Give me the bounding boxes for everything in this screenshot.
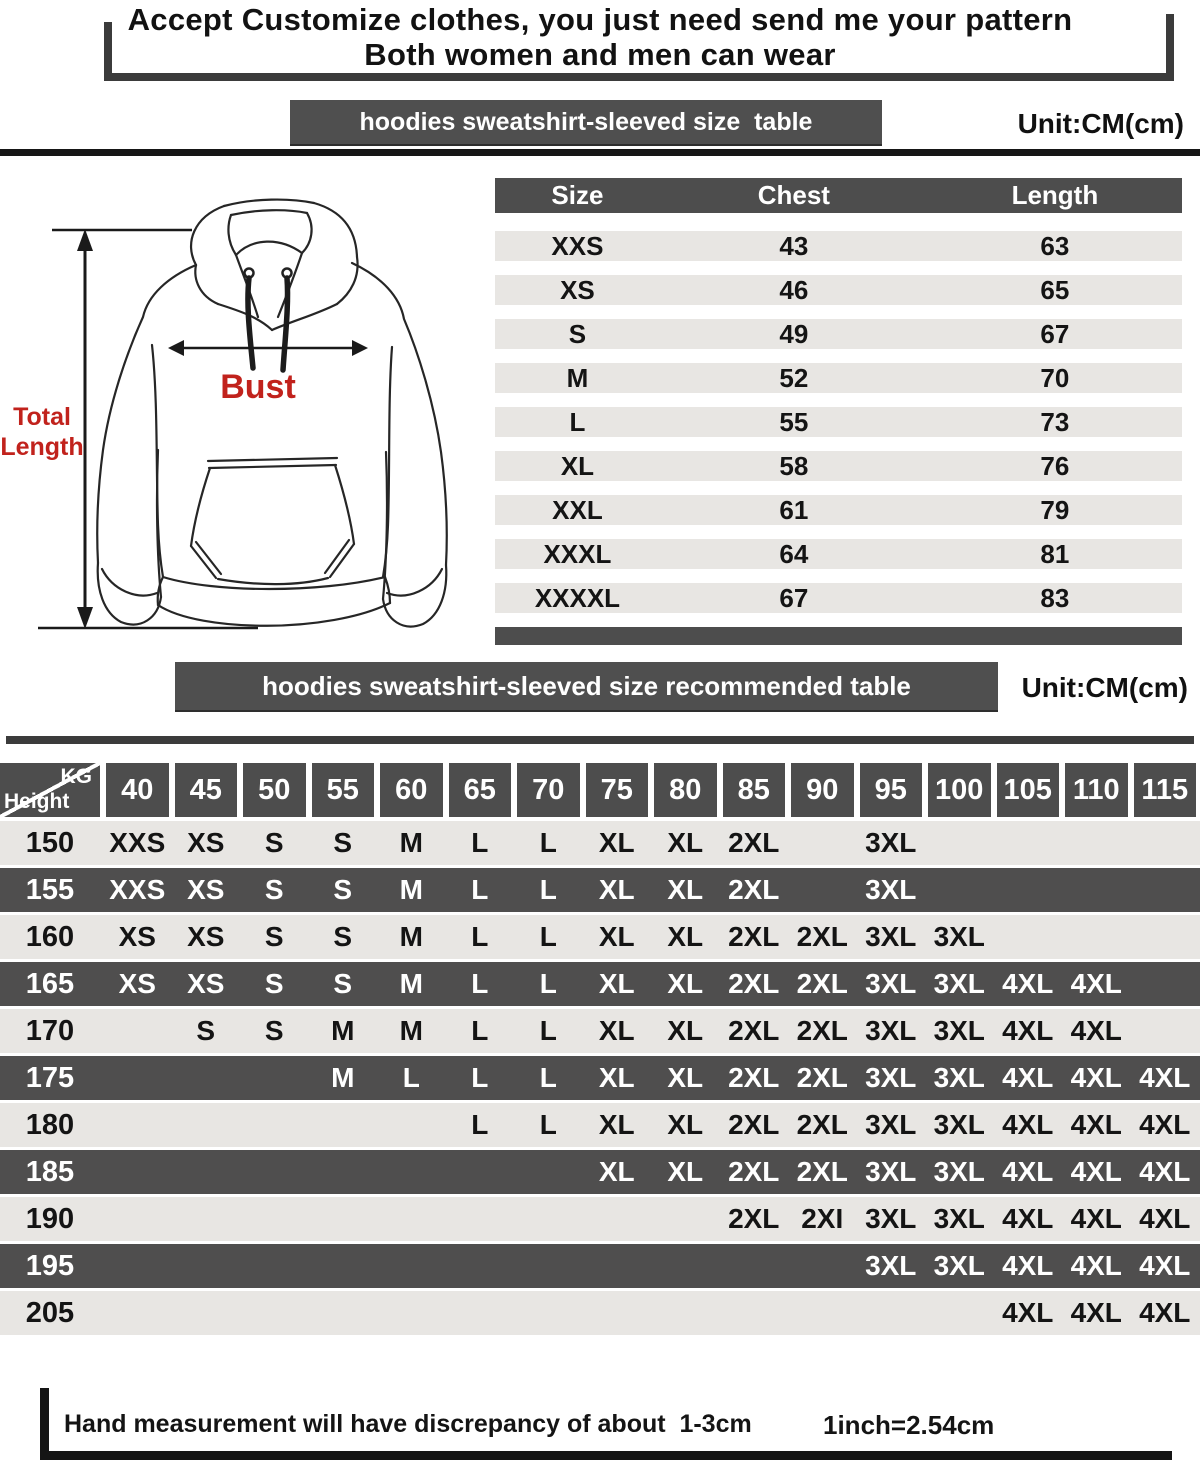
recommended-size-cell: 3XL (933, 1015, 985, 1046)
length-cell: 70 (1040, 363, 1070, 393)
length-cell: 79 (1040, 495, 1070, 525)
height-row-label: 155 (25, 873, 75, 906)
chest-cell: 67 (779, 583, 809, 613)
recommended-size-cell: XL (667, 1109, 704, 1140)
recommended-size-cell: 3XL (865, 1203, 917, 1234)
weight-column-header: 40 (106, 763, 169, 817)
recommended-size-cell: 3XL (865, 1062, 917, 1093)
recommended-size-cell: M (399, 968, 423, 999)
recommended-size-cell: XS (187, 921, 225, 952)
title-frame-bottom (104, 73, 1174, 81)
recommended-size-cell: 4XL (1002, 1156, 1054, 1187)
recommended-size-cell: 4XL (1070, 1156, 1122, 1187)
recommended-size-cell: 4XL (1070, 1109, 1122, 1140)
recommended-size-cell: XL (598, 827, 635, 858)
weight-column-header: 100 (928, 763, 991, 817)
recommended-size-cell: 2XL (796, 1156, 848, 1187)
size-cell: M (566, 363, 589, 393)
recommended-size-cell: 3XL (933, 968, 985, 999)
weight-column-header: 110 (1065, 763, 1128, 817)
length-cell: 67 (1040, 319, 1070, 349)
corner-height-label: Height (4, 790, 70, 813)
weight-column-header: 70 (517, 763, 580, 817)
weight-column-header: 45 (175, 763, 238, 817)
length-column-header: Length (1011, 180, 1099, 210)
size-table-row (495, 363, 1182, 393)
recommended-table-row (0, 1150, 1200, 1194)
recommended-size-cell: XL (598, 1062, 635, 1093)
recommended-size-cell: 4XL (1070, 968, 1122, 999)
recommended-size-cell: L (471, 874, 489, 905)
chest-cell: 55 (779, 407, 809, 437)
recommended-size-cell: XL (667, 1062, 704, 1093)
total-length-label-line1: Total (13, 403, 71, 431)
recommended-size-cell: L (471, 827, 489, 858)
length-cell: 83 (1040, 583, 1070, 613)
recommended-size-cell: 3XL (933, 1062, 985, 1093)
recommended-size-cell: S (264, 968, 284, 999)
recommended-table-header (0, 763, 1200, 817)
weight-column-header: 85 (723, 763, 786, 817)
recommended-size-cell: XL (598, 1015, 635, 1046)
recommended-size-cell: L (539, 968, 557, 999)
chest-column-header: Chest (757, 180, 830, 210)
recommended-table-row (0, 868, 1200, 912)
title-frame-left (104, 22, 112, 80)
size-table-unit-label: Unit:CM(cm) (1017, 108, 1184, 139)
recommended-size-cell: 3XL (933, 1109, 985, 1140)
height-row-label: 180 (25, 1108, 75, 1141)
recommended-size-cell: 4XL (1002, 1297, 1054, 1328)
size-table-row (495, 539, 1182, 569)
length-cell: 76 (1040, 451, 1070, 481)
recommended-size-cell: XL (667, 874, 704, 905)
bust-label: Bust (220, 368, 296, 406)
length-cell: 73 (1040, 407, 1070, 437)
total-length-label-line2: Length (0, 433, 84, 461)
recommended-size-cell: 2XL (728, 1109, 780, 1140)
recommended-size-cell: 4XL (1002, 968, 1054, 999)
recommended-size-cell: L (539, 1109, 557, 1140)
recommended-table-row (0, 1056, 1200, 1100)
recommended-size-table (0, 763, 1200, 1338)
recommended-size-cell: 3XL (865, 1156, 917, 1187)
recommended-size-cell: L (471, 968, 489, 999)
recommended-size-cell: L (402, 1062, 420, 1093)
size-table-footer-bar (495, 627, 1182, 645)
weight-column-header: 55 (312, 763, 375, 817)
recommended-size-cell: S (264, 921, 284, 952)
recommended-size-cell: 3XL (865, 874, 917, 905)
recommended-size-cell: XL (667, 968, 704, 999)
page-title-line1: Accept Customize clothes, you just need send me your pattern (127, 2, 1073, 37)
size-table-row (495, 275, 1182, 305)
recommended-table-body (0, 821, 1200, 1335)
recommended-size-cell: 2XL (796, 1062, 848, 1093)
recommended-size-cell: S (264, 827, 284, 858)
weight-column-header: 65 (449, 763, 512, 817)
height-row-label: 165 (25, 967, 75, 1000)
height-row-label: 190 (25, 1202, 75, 1235)
recommended-size-cell: 3XL (933, 1250, 985, 1281)
recommended-size-cell: XL (598, 874, 635, 905)
recommended-size-cell: 3XL (933, 1156, 985, 1187)
section-divider-2 (6, 736, 1194, 744)
recommended-size-cell: 4XL (1139, 1156, 1191, 1187)
size-column-header: Size (551, 180, 604, 210)
size-cell: L (569, 407, 586, 437)
recommended-size-cell: L (471, 921, 489, 952)
recommended-size-cell: XL (598, 1109, 635, 1140)
recommended-size-cell: 4XL (1070, 1250, 1122, 1281)
hoodie-outline (97, 200, 447, 627)
size-table-body (495, 231, 1182, 613)
height-row-label: 160 (25, 920, 75, 953)
recommended-table-unit-label: Unit:CM(cm) (1021, 672, 1188, 703)
size-table (495, 178, 1182, 645)
chest-cell: 52 (779, 363, 809, 393)
recommended-size-cell: XL (667, 921, 704, 952)
recommended-size-cell: XL (598, 968, 635, 999)
recommended-table-row (0, 821, 1200, 865)
recommended-size-cell: S (333, 968, 353, 999)
recommended-size-cell: 2XL (796, 1015, 848, 1046)
weight-column-header: 50 (243, 763, 306, 817)
size-table-row (495, 319, 1182, 349)
recommended-size-cell: 4XL (1002, 1015, 1054, 1046)
recommended-size-cell: S (264, 1015, 284, 1046)
recommended-size-cell: 4XL (1139, 1062, 1191, 1093)
recommended-size-cell: S (333, 874, 353, 905)
recommended-size-cell: 3XL (865, 1250, 917, 1281)
recommended-size-cell: 2XL (728, 921, 780, 952)
weight-column-header: 60 (380, 763, 443, 817)
recommended-size-cell: 3XL (865, 1109, 917, 1140)
recommended-size-cell: 3XL (865, 968, 917, 999)
recommended-size-cell: 3XL (865, 827, 917, 858)
bust-arrow (168, 340, 368, 356)
recommended-size-cell: 4XL (1139, 1297, 1191, 1328)
recommended-size-cell: L (539, 827, 557, 858)
recommended-table-banner: hoodies sweatshirt-sleeved size recommended table (175, 662, 998, 710)
recommended-size-cell: XL (667, 827, 704, 858)
recommended-size-cell: L (471, 1015, 489, 1046)
total-length-arrow (38, 230, 258, 628)
hoodie-measurement-diagram (0, 165, 490, 655)
weight-column-header: 115 (1134, 763, 1197, 817)
recommended-table-row (0, 1244, 1200, 1288)
recommended-size-cell: XS (118, 968, 156, 999)
note-frame-left (40, 1388, 49, 1460)
size-table-header (495, 178, 1182, 213)
recommended-size-cell: 3XL (933, 921, 985, 952)
measurement-note: Hand measurement will have discrepancy of about 1-3cm (64, 1410, 752, 1438)
chest-cell: 58 (779, 451, 809, 481)
length-cell: 63 (1040, 231, 1070, 261)
height-row-label: 195 (25, 1249, 75, 1282)
recommended-size-cell: S (333, 921, 353, 952)
recommended-size-cell: M (399, 827, 423, 858)
chest-cell: 49 (779, 319, 809, 349)
height-row-label: 150 (25, 826, 75, 859)
recommended-size-cell: XL (598, 1156, 635, 1187)
height-row-label: 205 (25, 1296, 75, 1329)
size-cell: S (568, 319, 587, 349)
recommended-size-cell: XS (118, 921, 156, 952)
recommended-size-cell: 2XL (728, 1203, 780, 1234)
recommended-size-cell: 4XL (1070, 1203, 1122, 1234)
recommended-size-cell: XL (598, 921, 635, 952)
size-table-row (495, 231, 1182, 261)
recommended-table-row (0, 1197, 1200, 1241)
page-title-line2: Both women and men can wear (364, 37, 836, 72)
corner-kg-label: KG (60, 765, 92, 788)
recommended-size-cell: 3XL (865, 1015, 917, 1046)
size-table-row (495, 451, 1182, 481)
recommended-size-cell: M (331, 1062, 355, 1093)
weight-column-header: 75 (586, 763, 649, 817)
recommended-size-cell: S (264, 874, 284, 905)
recommended-table-row (0, 1009, 1200, 1053)
recommended-size-cell: 2XL (728, 968, 780, 999)
recommended-size-cell: L (471, 1062, 489, 1093)
recommended-size-cell: 4XL (1139, 1250, 1191, 1281)
recommended-size-cell: M (399, 874, 423, 905)
weight-column-header: 80 (654, 763, 717, 817)
size-table-row (495, 407, 1182, 437)
height-row-label: 170 (25, 1014, 75, 1047)
recommended-size-cell: 4XL (1002, 1109, 1054, 1140)
recommended-size-cell: L (539, 874, 557, 905)
length-cell: 81 (1040, 539, 1070, 569)
size-cell: XXS (551, 231, 604, 261)
page-title (0, 2, 1200, 72)
section-divider-1 (0, 149, 1200, 156)
recommended-size-cell: 2XI (801, 1203, 844, 1234)
recommended-size-cell: XXS (109, 874, 166, 905)
recommended-size-cell: M (399, 1015, 423, 1046)
recommended-size-cell: 2XL (728, 827, 780, 858)
recommended-size-cell: M (399, 921, 423, 952)
chest-cell: 43 (779, 231, 809, 261)
recommended-size-cell: L (539, 1062, 557, 1093)
size-table-row (495, 583, 1182, 613)
recommended-size-cell: 4XL (1070, 1062, 1122, 1093)
chest-cell: 61 (779, 495, 809, 525)
recommended-size-cell: 2XL (796, 921, 848, 952)
recommended-size-cell: XL (667, 1156, 704, 1187)
size-table-banner: hoodies sweatshirt-sleeved size table (290, 100, 882, 144)
size-cell: XXXXL (534, 583, 621, 613)
recommended-size-cell: 4XL (1139, 1203, 1191, 1234)
size-cell: XXL (552, 495, 603, 525)
recommended-size-cell: 4XL (1002, 1062, 1054, 1093)
length-cell: 65 (1040, 275, 1070, 305)
size-cell: XL (560, 451, 595, 481)
recommended-size-cell: L (539, 921, 557, 952)
title-frame-right (1166, 14, 1174, 80)
recommended-size-cell: 4XL (1070, 1015, 1122, 1046)
recommended-size-cell: XXS (109, 827, 166, 858)
size-cell: XXXL (543, 539, 612, 569)
recommended-table-row (0, 1103, 1200, 1147)
weight-column-header: 105 (997, 763, 1060, 817)
recommended-size-cell: 2XL (728, 1015, 780, 1046)
recommended-size-cell: 3XL (865, 921, 917, 952)
chest-cell: 46 (779, 275, 809, 305)
recommended-size-cell: 4XL (1070, 1297, 1122, 1328)
recommended-size-cell: 3XL (933, 1203, 985, 1234)
size-table-row (495, 495, 1182, 525)
kg-height-corner-cell (0, 763, 100, 817)
recommended-table-row (0, 1291, 1200, 1335)
weight-column-header: 90 (791, 763, 854, 817)
hoodie-drawstrings (245, 269, 292, 371)
height-row-label: 185 (25, 1155, 75, 1188)
note-frame-bottom (40, 1451, 1172, 1460)
recommended-table-row (0, 962, 1200, 1006)
recommended-size-cell: 2XL (728, 1156, 780, 1187)
chest-cell: 64 (779, 539, 809, 569)
recommended-size-cell: 4XL (1002, 1250, 1054, 1281)
recommended-size-cell: L (539, 1015, 557, 1046)
recommended-size-cell: 2XL (796, 1109, 848, 1140)
recommended-size-cell: XS (187, 874, 225, 905)
recommended-size-cell: 2XL (728, 1062, 780, 1093)
size-cell: XS (560, 275, 595, 305)
recommended-size-cell: 2XL (796, 968, 848, 999)
inch-conversion-note: 1inch=2.54cm (823, 1410, 995, 1440)
recommended-size-cell: S (196, 1015, 216, 1046)
height-row-label: 175 (25, 1061, 75, 1094)
recommended-size-cell: M (331, 1015, 355, 1046)
recommended-size-cell: XS (187, 968, 225, 999)
recommended-table-row (0, 915, 1200, 959)
recommended-size-cell: L (471, 1109, 489, 1140)
recommended-size-cell: 2XL (728, 874, 780, 905)
recommended-size-cell: XS (187, 827, 225, 858)
recommended-size-cell: 4XL (1139, 1109, 1191, 1140)
weight-column-header: 95 (860, 763, 923, 817)
recommended-size-cell: XL (667, 1015, 704, 1046)
recommended-size-cell: S (333, 827, 353, 858)
recommended-size-cell: 4XL (1002, 1203, 1054, 1234)
